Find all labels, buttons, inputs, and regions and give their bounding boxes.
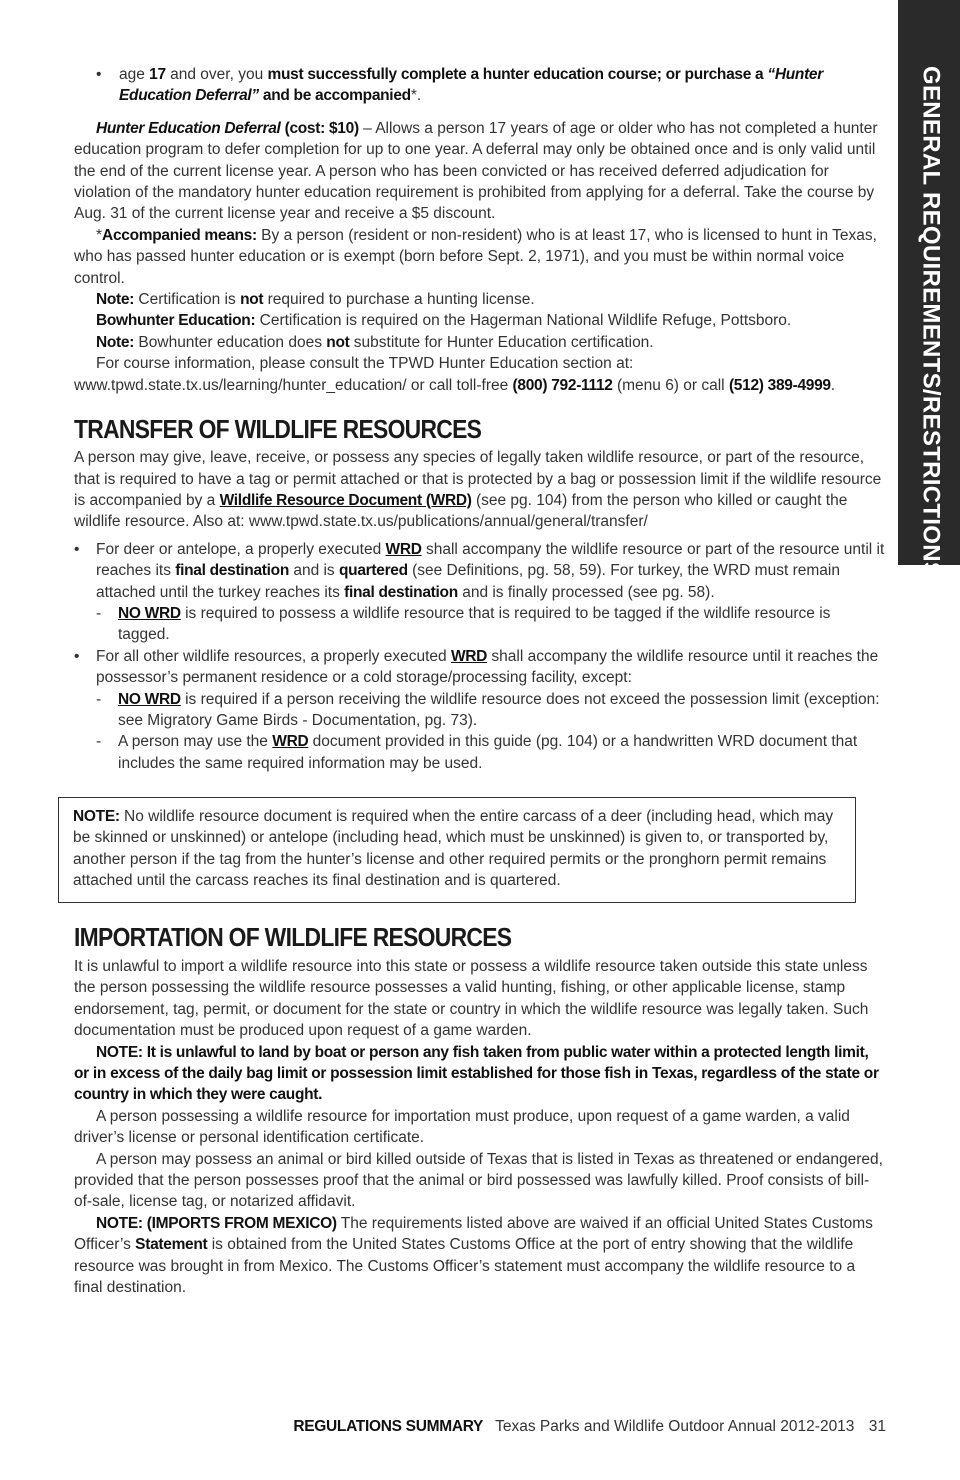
list-item: - NO WRD is required to possess a wildlife resource that is required to be tagged if the wildlife resource is tagged. bbox=[96, 604, 831, 644]
footer-title: REGULATIONS SUMMARY bbox=[293, 1418, 484, 1435]
dash-icon: - bbox=[96, 604, 102, 622]
page-footer bbox=[293, 1416, 886, 1437]
deferral-paragraph: Hunter Education Deferral (cost: $10) – Allows a person 17 years of age or older who has not completed a hunter education program to defer completion for up to one year. A deferral may only be obtained once and is only valid until the end of the current license year. A person who has been convicted or has received deferred adjudication for violation of the mandatory hunter education requirement is prohibited from applying for a deferral. Take the course by Aug. 31 of the current license year and receive a $5 discount. bbox=[74, 119, 878, 223]
list-item: • For deer or antelope, a properly executed WRD shall accompany the wildlife resource or part of the resource until it reaches its final destination and is quartered (see Definitions, pg. 58, 59). For turkey, the WRD must remain attached until the turkey reaches its final destination and is finally processed (see pg. 58). bbox=[74, 540, 885, 601]
importation-paragraph-3: A person may possess an animal or bird killed outside of Texas that is listed in Texas as threatened or endangered, provided that the person possesses proof that the animal or bird possessed was lawfully killed. Proof consists of bill-of-sale, license tag, or notarized affidavit. bbox=[74, 1150, 883, 1211]
footer-publication: Texas Parks and Wildlife Outdoor Annual 2012-2013 bbox=[495, 1418, 855, 1435]
bullet-icon: • bbox=[74, 540, 80, 558]
accompanied-paragraph: *Accompanied means: By a person (resident or non-resident) who is at least 17, who is licensed to hunt in Texas, who has passed hunter education or is exempt (born before Sept. 2, 1971), and you must be within normal voice control. bbox=[74, 226, 877, 287]
note-certification: Note: Certification is not required to purchase a hunting license. bbox=[96, 291, 535, 309]
transfer-heading: TRANSFER OF WILDLIFE RESOURCES bbox=[74, 414, 482, 445]
importation-paragraph-1: It is unlawful to import a wildlife resource into this state or possess a wildlife resource taken outside this state unless the person possessing the wildlife resource possesses a valid hunting, fishing, or other applicable license, stamp endorsement, tag, permit, or document for the state or country in which the wildlife resource was legally taken. Such documentation must be produced upon request of a game warden. bbox=[74, 958, 869, 1040]
dash-icon: - bbox=[96, 733, 102, 751]
age-bullet: • age 17 and over, you must successfully complete a hunter education course; or purchase a “Hunter Education Deferral” and be accompanied*. bbox=[96, 66, 823, 105]
note-box bbox=[58, 797, 856, 903]
bullet-icon: • bbox=[96, 66, 102, 83]
bowhunter-education: Bowhunter Education: Certification is required on the Hagerman National Wildlife Refuge, Pottsboro. bbox=[96, 312, 792, 330]
note-box-text: NOTE: No wildlife resource document is required when the entire carcass of a deer (including head, which may be skinned or unskinned) or antelope (including head, which must be unskinned) is given to, or transported by, another person if the tag from the hunter’s license and other required permits or the pronghorn permit remains attached until the carcass reaches its final destination and is quartered. bbox=[73, 808, 834, 890]
bullet-icon: • bbox=[74, 647, 80, 665]
side-tab-label: GENERAL REQUIREMENTS/RESTRICTIONS bbox=[917, 66, 945, 579]
importation-paragraph-2: A person possessing a wildlife resource for importation must produce, upon request of a game warden, a valid driver’s license or personal identification certificate. bbox=[74, 1107, 850, 1147]
importation-paragraph-4: NOTE: (IMPORTS FROM MEXICO) The requirements listed above are waived if an official United States Customs Officer’s Statement is obtained from the United States Customs Office at the port of entry showing that the wildlife resource was brought in from Mexico. The Customs Officer’s statement must accompany the wildlife resource to a final destination. bbox=[74, 1214, 873, 1297]
course-info: For course information, please consult the TPWD Hunter Education section at: www.tpwd.state.tx.us/learning/hunter_education/ or call toll-free (800) 792-1112 (menu 6) or call (512) 389-4999. bbox=[74, 355, 836, 394]
note-bowhunter: Note: Bowhunter education does not substitute for Hunter Education certification. bbox=[96, 333, 654, 351]
list-item: - A person may use the WRD document provided in this guide (pg. 104) or a handwritten WRD document that includes the same required information may be used. bbox=[96, 733, 858, 772]
list-item: - NO WRD is required if a person receiving the wildlife resource does not exceed the possession limit (exception: see Migratory Game Birds - Documentation, pg. 73). bbox=[96, 690, 880, 729]
importation-section bbox=[74, 922, 886, 1299]
importation-note: NOTE: It is unlawful to land by boat or person any fish taken from public water within a protected length limit, or in excess of the daily bag limit or possession limit established for those fish in Texas, regardless of the state or country in which they were caught. bbox=[74, 1043, 879, 1104]
list-item: • For all other wildlife resources, a properly executed WRD shall accompany the wildlife resource until it reaches the possessor’s permanent residence or a cold storage/processing facility, except: bbox=[74, 647, 879, 687]
dash-icon: - bbox=[96, 690, 102, 708]
importation-heading: IMPORTATION OF WILDLIFE RESOURCES bbox=[74, 922, 512, 952]
page-content bbox=[74, 64, 886, 774]
page-number: 31 bbox=[868, 1418, 886, 1435]
transfer-paragraph: A person may give, leave, receive, or possess any species of legally taken wildlife resource, or part of the resource, that is required to have a tag or permit attached or that is protected by a bag or possession limit if the wildlife resource is accompanied by a Wildlife Resource Document (WRD) (see pg. 104) from the person who killed or caught the wildlife resource. Also at: www.tpwd.state.tx.us/publications/annual/general/transfer/ bbox=[74, 449, 882, 531]
